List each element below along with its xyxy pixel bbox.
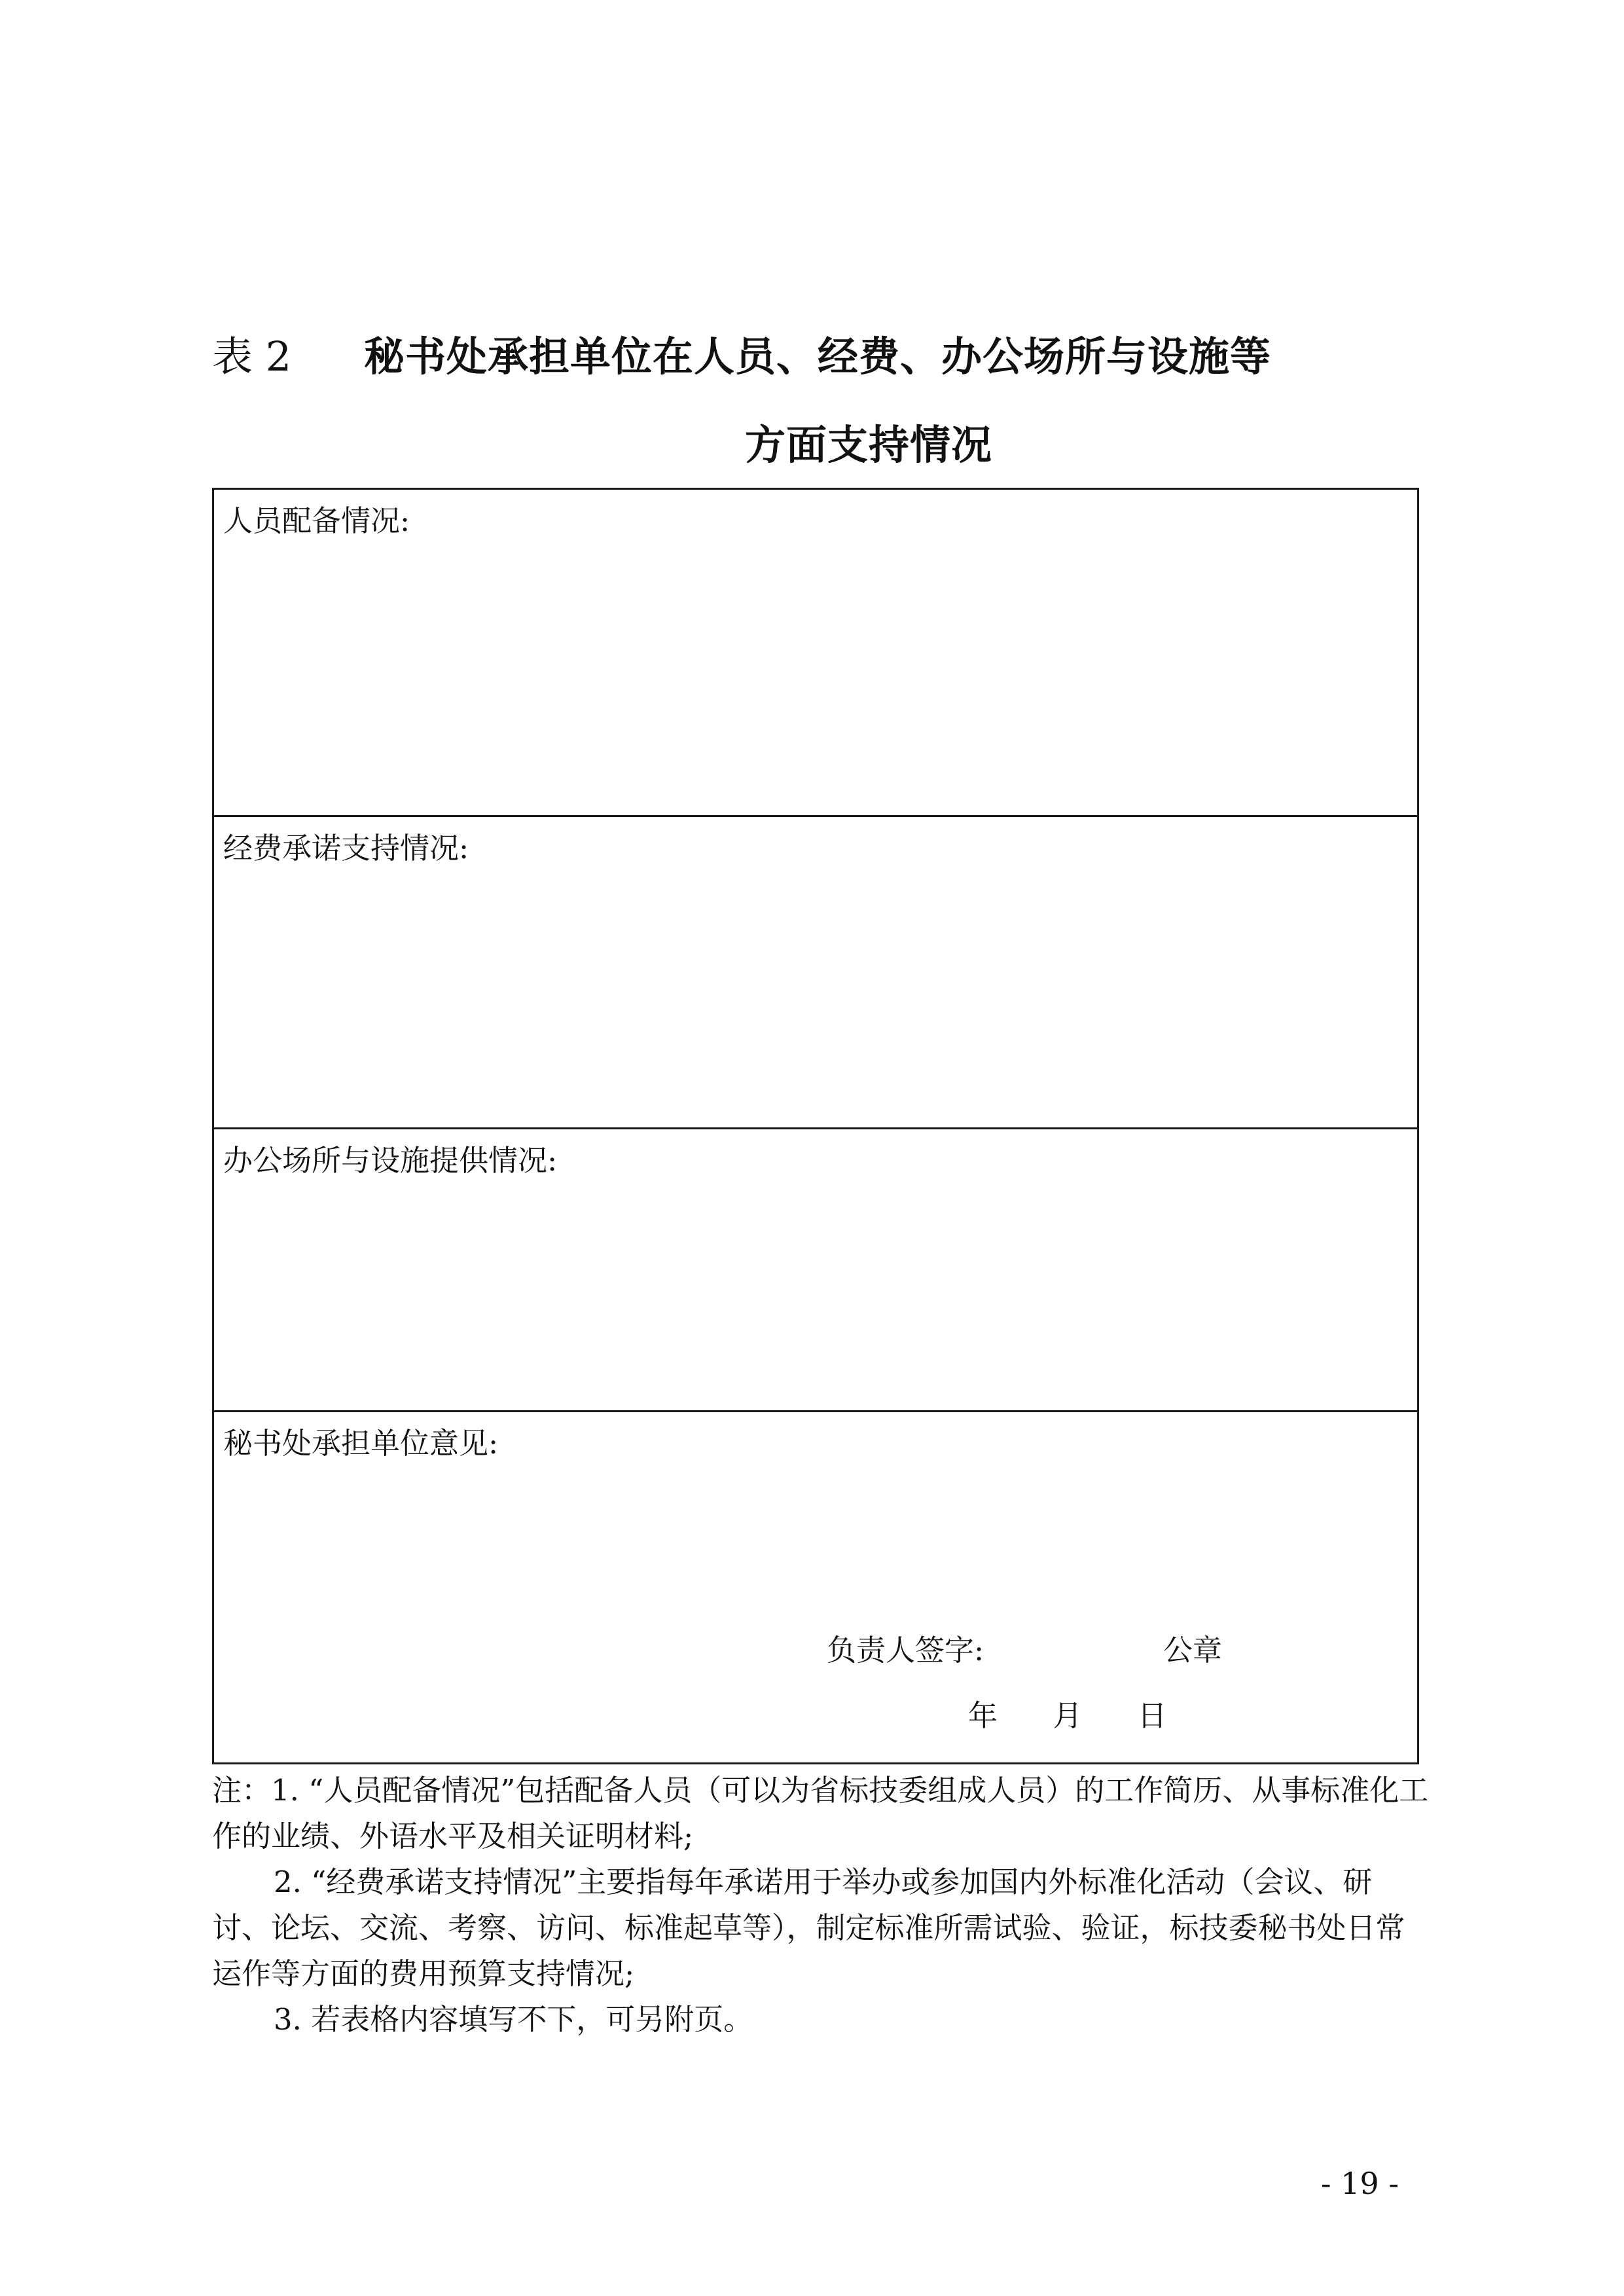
- funding-label: 经费承诺支持情况:: [223, 831, 469, 866]
- day-label: 日: [1137, 1698, 1167, 1733]
- year-label: 年: [968, 1698, 998, 1733]
- page-number: - 19 -: [1321, 2166, 1399, 2201]
- notes-block: [212, 1768, 1430, 2043]
- host-unit-opinion-label: 秘书处承担单位意见:: [223, 1426, 499, 1461]
- month-label: 月: [1053, 1698, 1083, 1733]
- title-line-1: [212, 321, 1456, 393]
- table-label: 表 2: [212, 333, 292, 380]
- note-3: 3. 若表格内容填写不下，可另附页。: [274, 2002, 753, 2037]
- office-facilities-label: 办公场所与设施提供情况:: [223, 1143, 558, 1178]
- host-unit-opinion-section[interactable]: [214, 1410, 1417, 1762]
- support-form-table: [212, 488, 1419, 1764]
- funding-section[interactable]: [214, 815, 1417, 1127]
- page-title-line-2: 方面支持情况: [745, 421, 993, 469]
- note-2: 2. “经费承诺支持情况”主要指每年承诺用于举办或参加国内外标准化活动（会议、研讨、论坛、交流、考察、访问、标准起草等），制定标准所需试验、验证，标技委秘书处日常运作等方面的费用预算支持情况;: [212, 1865, 1405, 1991]
- staffing-label: 人员配备情况:: [223, 503, 410, 538]
- staffing-section[interactable]: [214, 490, 1417, 815]
- signer-label: 负责人签字:: [827, 1633, 984, 1667]
- page-title: 秘书处承担单位在人员、经费、办公场所与设施等: [364, 333, 1272, 380]
- office-facilities-section[interactable]: [214, 1127, 1417, 1410]
- seal-label: 公章: [1163, 1633, 1223, 1667]
- date-line: [968, 1696, 1213, 1736]
- note-1: 注：1. “人员配备情况”包括配备人员（可以为省标技委组成人员）的工作简历、从事标准化工作的业绩、外语水平及相关证明材料;: [212, 1773, 1429, 1853]
